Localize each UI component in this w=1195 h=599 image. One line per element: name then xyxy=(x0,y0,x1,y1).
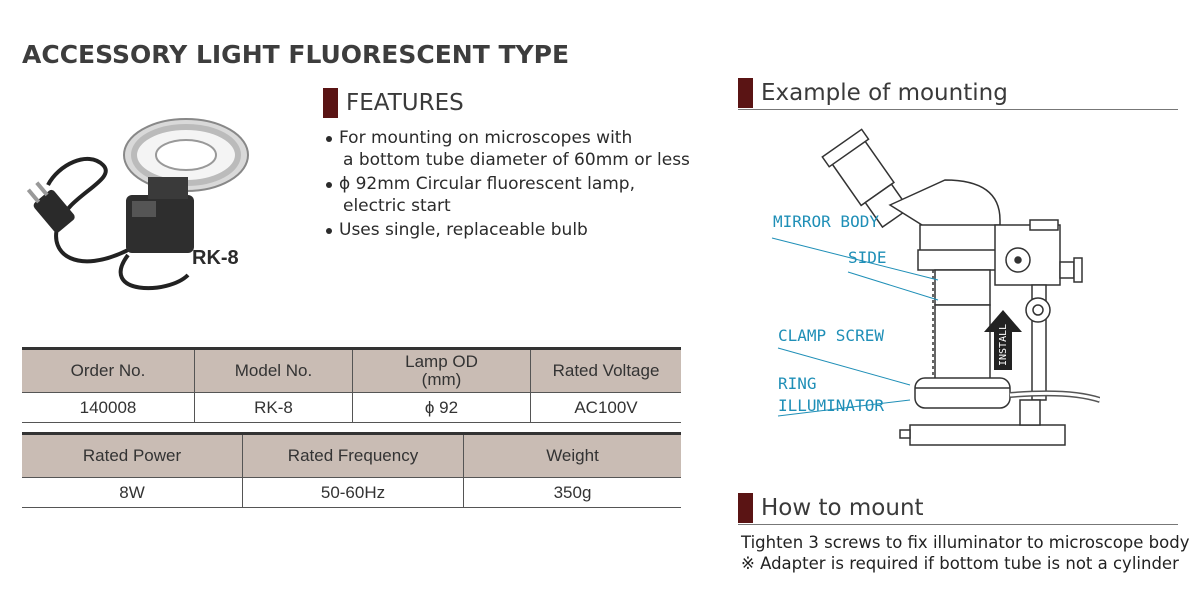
mounting-heading xyxy=(738,78,1008,108)
table-cell: 8W xyxy=(22,478,243,508)
install-arrow-label: INSTALL xyxy=(998,323,1009,366)
section-accent-bar xyxy=(738,78,753,108)
label-clamp-screw: CLAMP SCREW xyxy=(778,326,884,345)
spec-table-1 xyxy=(22,347,681,423)
table-cell: RK-8 xyxy=(195,393,353,423)
table-header xyxy=(353,349,531,393)
ring-illuminator-icon xyxy=(18,105,298,305)
heading-divider xyxy=(738,109,1178,110)
feature-line: For mounting on microscopes with xyxy=(339,128,633,148)
table-cell: ϕ 92 xyxy=(353,393,531,423)
features-list xyxy=(323,127,719,241)
feature-line: electric start xyxy=(343,196,451,216)
table-cell: 350g xyxy=(464,478,682,508)
feature-item xyxy=(323,219,719,241)
lamp-od-header-line: Lamp OD xyxy=(405,352,478,371)
product-photo xyxy=(18,105,298,305)
feature-line: ϕ 92mm Circular fluorescent lamp, xyxy=(339,174,635,194)
spec-table-2 xyxy=(22,432,681,508)
features-heading-text: FEATURES xyxy=(346,90,464,116)
table-row xyxy=(22,478,681,508)
heading-divider xyxy=(738,524,1178,525)
label-mirror-body: MIRROR BODY xyxy=(773,212,879,231)
section-accent-bar xyxy=(738,493,753,523)
feature-line: Uses single, replaceable bulb xyxy=(339,220,588,240)
table-header: Rated Frequency xyxy=(243,434,464,478)
page-title: ACCESSORY LIGHT FLUORESCENT TYPE xyxy=(22,40,570,69)
table-header: Rated Power xyxy=(22,434,243,478)
table-header: Rated Voltage xyxy=(531,349,682,393)
bullet-icon xyxy=(326,136,332,142)
features-heading xyxy=(323,88,464,118)
label-side: SIDE xyxy=(848,248,887,267)
table-cell: 50-60Hz xyxy=(243,478,464,508)
bullet-icon xyxy=(326,228,332,234)
table-cell: AC100V xyxy=(531,393,682,423)
lamp-od-header-line: (mm) xyxy=(421,370,462,389)
table-cell: 140008 xyxy=(22,393,195,423)
table-header: Weight xyxy=(464,434,682,478)
feature-item xyxy=(323,173,719,217)
feature-line: a bottom tube diameter of 60mm or less xyxy=(343,150,690,170)
how-to-mount-heading-text: How to mount xyxy=(761,495,924,521)
section-accent-bar xyxy=(323,88,338,118)
mounting-heading-text: Example of mounting xyxy=(761,80,1008,106)
how-to-mount-note: ※ Adapter is required if bottom tube is not a cylinder xyxy=(741,554,1179,573)
table-header: Order No. xyxy=(22,349,195,393)
label-illuminator: ILLUMINATOR xyxy=(778,396,884,415)
how-to-mount-heading xyxy=(738,493,924,523)
table-header: Model No. xyxy=(195,349,353,393)
label-ring: RING xyxy=(778,374,817,393)
bullet-icon xyxy=(326,182,332,188)
how-to-mount-line: Tighten 3 screws to fix illuminator to microscope body xyxy=(741,533,1190,552)
feature-item xyxy=(323,127,719,171)
table-row xyxy=(22,393,681,423)
how-to-mount-text xyxy=(741,532,1189,574)
model-label: RK-8 xyxy=(192,247,239,269)
